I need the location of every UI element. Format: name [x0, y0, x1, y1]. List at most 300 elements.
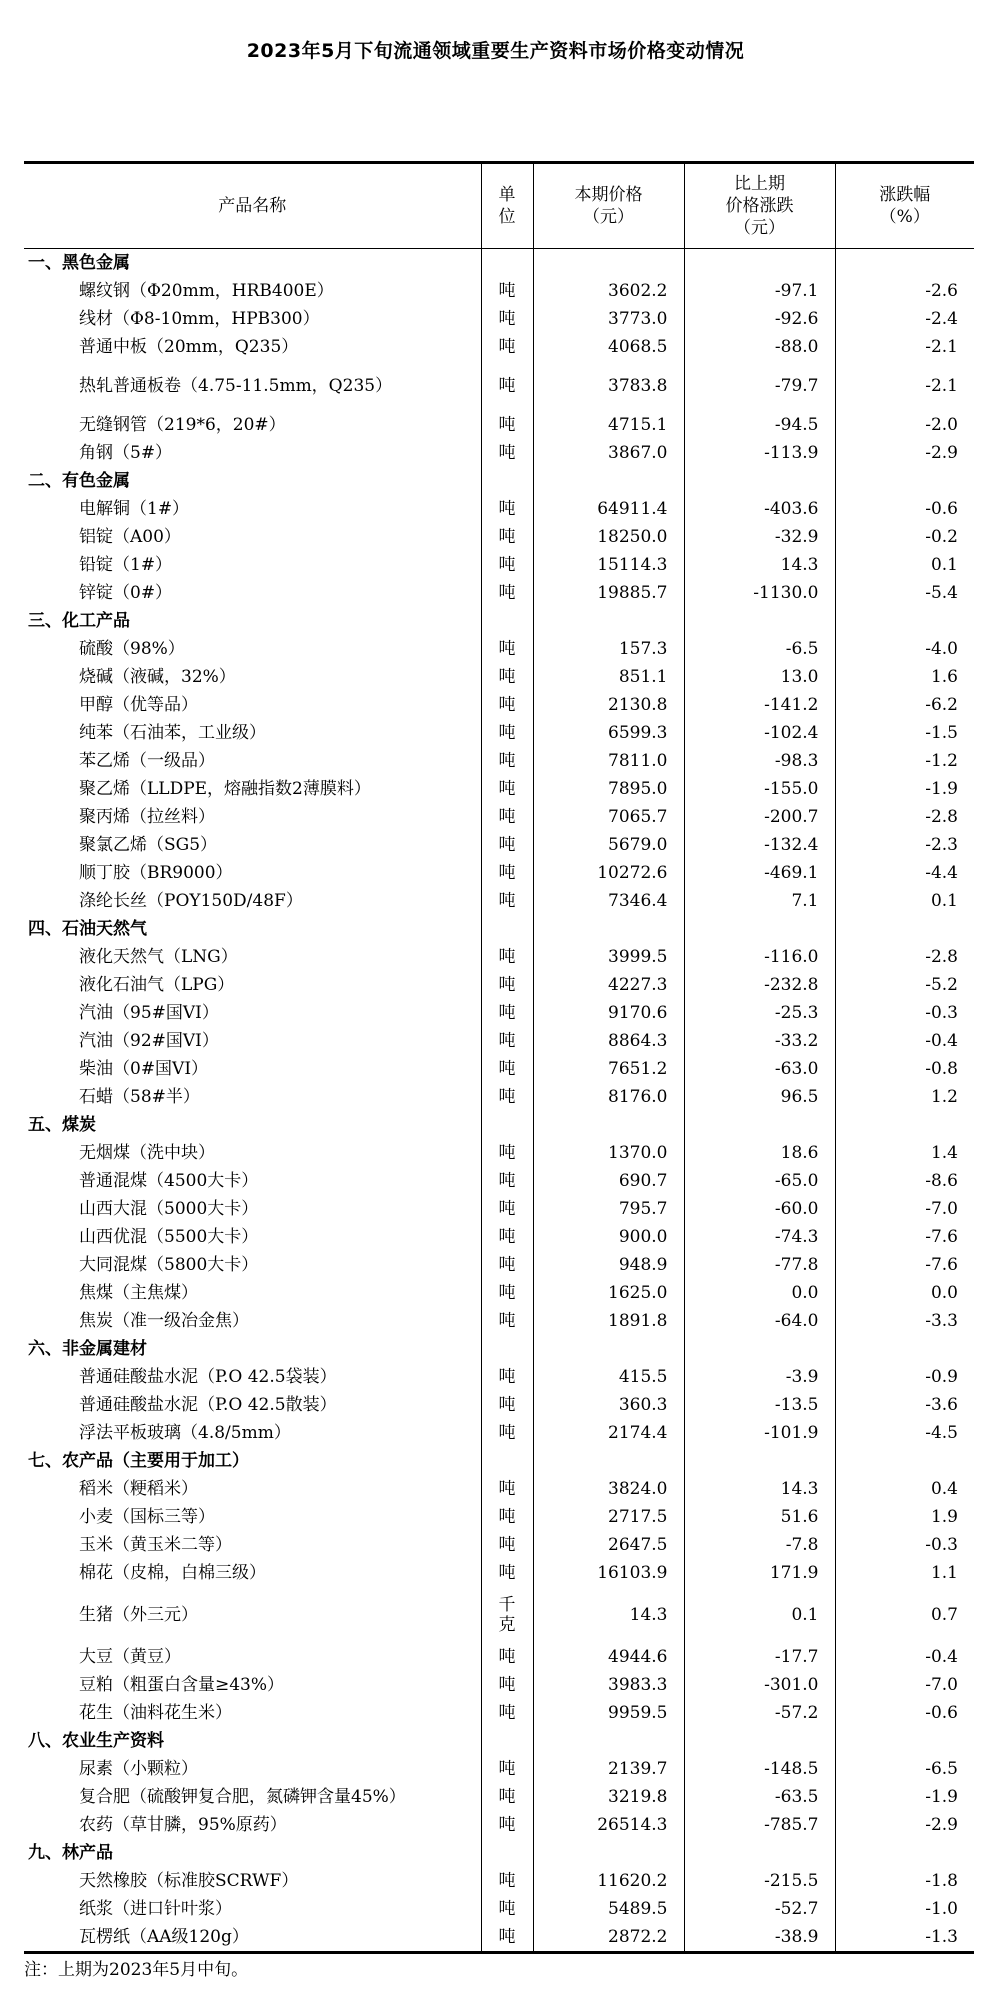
percent-cell: [835, 915, 974, 943]
table-row: [24, 1223, 974, 1251]
percent-cell: 0.1: [835, 887, 974, 915]
percent-cell: 0.1: [835, 551, 974, 579]
product-name: 聚丙烯（拉丝料）: [79, 807, 215, 827]
price-cell: 14.3: [533, 1587, 684, 1643]
table-row: [24, 1783, 974, 1811]
product-name: 普通硅酸盐水泥（P.O 42.5散装）: [79, 1395, 337, 1415]
price-cell: 16103.9: [533, 1559, 684, 1587]
unit-cell: 吨: [481, 1083, 533, 1111]
change-cell: -57.2: [684, 1699, 835, 1727]
percent-cell: -0.6: [835, 495, 974, 523]
change-cell: 18.6: [684, 1139, 835, 1167]
product-name: 山西大混（5000大卡）: [79, 1199, 259, 1219]
category-label: 七、农产品（主要用于加工）: [28, 1451, 249, 1471]
change-cell: -232.8: [684, 971, 835, 999]
percent-cell: -0.2: [835, 523, 974, 551]
unit-cell: 吨: [481, 1027, 533, 1055]
percent-cell: [835, 1111, 974, 1139]
category-label: 五、煤炭: [28, 1115, 96, 1135]
product-name: 普通硅酸盐水泥（P.O 42.5袋装）: [79, 1367, 337, 1387]
change-cell: [684, 607, 835, 635]
percent-cell: 1.4: [835, 1139, 974, 1167]
price-cell: 3783.8: [533, 361, 684, 411]
price-cell: 64911.4: [533, 495, 684, 523]
category-row: [24, 607, 974, 635]
price-cell: 9170.6: [533, 999, 684, 1027]
percent-cell: -7.0: [835, 1671, 974, 1699]
unit-cell: 吨: [481, 523, 533, 551]
table-row: [24, 1083, 974, 1111]
unit-cell: 吨: [481, 1923, 533, 1953]
unit-cell: 吨: [481, 1867, 533, 1895]
price-cell: 3983.3: [533, 1671, 684, 1699]
percent-cell: -1.8: [835, 1867, 974, 1895]
table-row: [24, 1643, 974, 1671]
change-cell: -17.7: [684, 1643, 835, 1671]
header-change-percent: 涨跌幅 （%）: [835, 163, 974, 249]
category-row: [24, 1839, 974, 1867]
product-name: 纯苯（石油苯，工业级）: [79, 723, 266, 743]
price-cell: 415.5: [533, 1363, 684, 1391]
table-row: [24, 1307, 974, 1335]
unit-cell: 吨: [481, 1307, 533, 1335]
product-name: 焦煤（主焦煤）: [79, 1283, 198, 1303]
table-row: [24, 1559, 974, 1587]
unit-cell: 吨: [481, 1643, 533, 1671]
change-cell: -155.0: [684, 775, 835, 803]
product-name: 大豆（黄豆）: [79, 1647, 181, 1667]
unit-cell: 吨: [481, 971, 533, 999]
product-name: 浮法平板玻璃（4.8/5mm）: [79, 1423, 291, 1443]
price-table: [24, 161, 974, 1954]
price-cell: 795.7: [533, 1195, 684, 1223]
product-name: 甲醇（优等品）: [79, 695, 198, 715]
unit-cell: 吨: [481, 691, 533, 719]
percent-cell: [835, 607, 974, 635]
percent-cell: -7.6: [835, 1223, 974, 1251]
change-cell: -60.0: [684, 1195, 835, 1223]
table-row: [24, 579, 974, 607]
table-row: [24, 1587, 974, 1643]
change-cell: [684, 1335, 835, 1363]
table-row: [24, 361, 974, 411]
table-row: [24, 887, 974, 915]
unit-cell: 吨: [481, 305, 533, 333]
price-cell: [533, 1839, 684, 1867]
price-cell: 690.7: [533, 1167, 684, 1195]
table-row: [24, 859, 974, 887]
percent-cell: -0.3: [835, 999, 974, 1027]
percent-cell: -0.9: [835, 1363, 974, 1391]
unit-cell: 吨: [481, 775, 533, 803]
percent-cell: -1.2: [835, 747, 974, 775]
change-cell: -113.9: [684, 439, 835, 467]
price-cell: 7811.0: [533, 747, 684, 775]
percent-cell: -2.8: [835, 943, 974, 971]
table-row: [24, 1251, 974, 1279]
percent-cell: [835, 249, 974, 278]
change-cell: -38.9: [684, 1923, 835, 1953]
table-row: [24, 1755, 974, 1783]
category-row: [24, 915, 974, 943]
change-cell: -148.5: [684, 1755, 835, 1783]
category-row: [24, 1335, 974, 1363]
product-name: 聚氯乙烯（SG5）: [79, 835, 218, 855]
price-cell: 3773.0: [533, 305, 684, 333]
percent-cell: -2.4: [835, 305, 974, 333]
change-cell: -101.9: [684, 1419, 835, 1447]
price-cell: 1891.8: [533, 1307, 684, 1335]
product-name: 天然橡胶（标准胶SCRWF）: [79, 1871, 299, 1891]
category-label: 二、有色金属: [28, 471, 130, 491]
change-cell: [684, 1447, 835, 1475]
percent-cell: -6.5: [835, 1755, 974, 1783]
percent-cell: 1.1: [835, 1559, 974, 1587]
change-cell: -13.5: [684, 1391, 835, 1419]
unit-cell: 吨: [481, 1755, 533, 1783]
price-cell: 1625.0: [533, 1279, 684, 1307]
price-cell: 8176.0: [533, 1083, 684, 1111]
table-row: [24, 1531, 974, 1559]
unit-cell: [481, 607, 533, 635]
change-cell: -92.6: [684, 305, 835, 333]
price-cell: 5679.0: [533, 831, 684, 859]
category-label: 一、黑色金属: [28, 253, 130, 273]
product-name: 烧碱（液碱，32%）: [79, 667, 236, 687]
table-row: [24, 495, 974, 523]
table-row: [24, 1363, 974, 1391]
price-cell: 3824.0: [533, 1475, 684, 1503]
price-cell: [533, 1111, 684, 1139]
price-cell: [533, 1727, 684, 1755]
price-cell: 3999.5: [533, 943, 684, 971]
unit-cell: 吨: [481, 579, 533, 607]
price-cell: 11620.2: [533, 1867, 684, 1895]
unit-cell: 吨: [481, 747, 533, 775]
change-cell: [684, 915, 835, 943]
unit-cell: 吨: [481, 859, 533, 887]
unit-cell: 吨: [481, 411, 533, 439]
change-cell: -88.0: [684, 333, 835, 361]
percent-cell: 1.6: [835, 663, 974, 691]
change-cell: 171.9: [684, 1559, 835, 1587]
page-title: 2023年5月下旬流通领域重要生产资料市场价格变动情况: [246, 40, 745, 62]
price-cell: 4715.1: [533, 411, 684, 439]
change-cell: 14.3: [684, 551, 835, 579]
change-cell: 51.6: [684, 1503, 835, 1531]
product-name: 铅锭（1#）: [79, 555, 173, 575]
percent-cell: -8.6: [835, 1167, 974, 1195]
change-cell: -63.5: [684, 1783, 835, 1811]
table-row: [24, 1419, 974, 1447]
product-name: 普通混煤（4500大卡）: [79, 1171, 259, 1191]
percent-cell: -0.3: [835, 1531, 974, 1559]
product-name: 小麦（国标三等）: [79, 1507, 215, 1527]
percent-cell: -6.2: [835, 691, 974, 719]
price-cell: [533, 1447, 684, 1475]
percent-cell: -2.6: [835, 277, 974, 305]
change-cell: -25.3: [684, 999, 835, 1027]
change-cell: -116.0: [684, 943, 835, 971]
percent-cell: -2.0: [835, 411, 974, 439]
price-cell: 2872.2: [533, 1923, 684, 1953]
percent-cell: -1.3: [835, 1923, 974, 1953]
product-name: 锌锭（0#）: [79, 583, 173, 603]
price-cell: 10272.6: [533, 859, 684, 887]
table-row: [24, 803, 974, 831]
table-row: [24, 1391, 974, 1419]
category-row: [24, 1447, 974, 1475]
table-row: [24, 1699, 974, 1727]
table-row: [24, 1923, 974, 1953]
change-cell: -77.8: [684, 1251, 835, 1279]
table-row: [24, 439, 974, 467]
percent-cell: -1.9: [835, 775, 974, 803]
price-cell: 3219.8: [533, 1783, 684, 1811]
product-name: 无缝钢管（219*6，20#）: [79, 415, 286, 435]
footnote: 注：上期为2023年5月中旬。: [24, 1960, 249, 1980]
change-cell: -64.0: [684, 1307, 835, 1335]
product-name: 柴油（0#国VI）: [79, 1059, 209, 1079]
category-label: 九、林产品: [28, 1843, 113, 1863]
unit-cell: 吨: [481, 361, 533, 411]
price-cell: 5489.5: [533, 1895, 684, 1923]
unit-cell: [481, 1447, 533, 1475]
percent-cell: -0.8: [835, 1055, 974, 1083]
unit-cell: [481, 1335, 533, 1363]
category-label: 八、农业生产资料: [28, 1731, 164, 1751]
table-row: [24, 719, 974, 747]
product-name: 石蜡（58#半）: [79, 1087, 200, 1107]
price-cell: 7346.4: [533, 887, 684, 915]
change-cell: -200.7: [684, 803, 835, 831]
price-cell: 8864.3: [533, 1027, 684, 1055]
product-name: 角钢（5#）: [79, 443, 173, 463]
change-cell: -6.5: [684, 635, 835, 663]
table-row: [24, 1503, 974, 1531]
percent-cell: -7.0: [835, 1195, 974, 1223]
product-name: 花生（油料花生米）: [79, 1703, 232, 1723]
price-cell: 3867.0: [533, 439, 684, 467]
product-name: 稻米（粳稻米）: [79, 1479, 198, 1499]
unit-cell: 吨: [481, 1559, 533, 1587]
table-row: [24, 1279, 974, 1307]
unit-cell: [481, 915, 533, 943]
price-cell: 2174.4: [533, 1419, 684, 1447]
percent-cell: 1.9: [835, 1503, 974, 1531]
category-label: 三、化工产品: [28, 611, 130, 631]
percent-cell: [835, 467, 974, 495]
percent-cell: 0.4: [835, 1475, 974, 1503]
price-cell: 4068.5: [533, 333, 684, 361]
price-cell: 3602.2: [533, 277, 684, 305]
price-cell: 7895.0: [533, 775, 684, 803]
price-cell: 360.3: [533, 1391, 684, 1419]
change-cell: -33.2: [684, 1027, 835, 1055]
unit-cell: 吨: [481, 1671, 533, 1699]
table-row: [24, 1811, 974, 1839]
product-name: 纸浆（进口针叶浆）: [79, 1899, 232, 1919]
category-row: [24, 467, 974, 495]
header-price-change: 比上期 价格涨跌 （元）: [684, 163, 835, 249]
change-cell: -102.4: [684, 719, 835, 747]
change-cell: [684, 249, 835, 278]
product-name: 苯乙烯（一级品）: [79, 751, 215, 771]
percent-cell: -4.0: [835, 635, 974, 663]
unit-cell: 吨: [481, 1167, 533, 1195]
percent-cell: -5.4: [835, 579, 974, 607]
product-name: 豆粕（粗蛋白含量≥43%）: [79, 1675, 285, 1695]
percent-cell: -7.6: [835, 1251, 974, 1279]
price-cell: [533, 249, 684, 278]
table-row: [24, 1027, 974, 1055]
change-cell: 0.0: [684, 1279, 835, 1307]
change-cell: -94.5: [684, 411, 835, 439]
change-cell: -141.2: [684, 691, 835, 719]
change-cell: -65.0: [684, 1167, 835, 1195]
table-body: [24, 249, 974, 1953]
percent-cell: -3.6: [835, 1391, 974, 1419]
price-cell: 15114.3: [533, 551, 684, 579]
table-row: [24, 305, 974, 333]
product-name: 热轧普通板卷（4.75-11.5mm，Q235）: [79, 376, 393, 396]
unit-cell: 吨: [481, 495, 533, 523]
change-cell: -74.3: [684, 1223, 835, 1251]
price-cell: 2717.5: [533, 1503, 684, 1531]
change-cell: -785.7: [684, 1811, 835, 1839]
table-row: [24, 1895, 974, 1923]
product-name: 铝锭（A00）: [79, 527, 181, 547]
percent-cell: -0.4: [835, 1643, 974, 1671]
unit-cell: 吨: [481, 999, 533, 1027]
product-name: 玉米（黄玉米二等）: [79, 1535, 232, 1555]
percent-cell: -1.0: [835, 1895, 974, 1923]
product-name: 汽油（92#国VI）: [79, 1031, 219, 1051]
unit-cell: 吨: [481, 1223, 533, 1251]
header-unit: 单位: [481, 163, 533, 249]
table-row: [24, 523, 974, 551]
table-row: [24, 831, 974, 859]
product-name: 电解铜（1#）: [79, 499, 190, 519]
percent-cell: -0.4: [835, 1027, 974, 1055]
percent-cell: -0.6: [835, 1699, 974, 1727]
percent-cell: 1.2: [835, 1083, 974, 1111]
product-name: 螺纹钢（Φ20mm，HRB400E）: [79, 281, 334, 301]
table-row: [24, 943, 974, 971]
product-name: 顺丁胶（BR9000）: [79, 863, 233, 883]
change-cell: 14.3: [684, 1475, 835, 1503]
percent-cell: -1.9: [835, 1783, 974, 1811]
unit-cell: 吨: [481, 943, 533, 971]
product-name: 普通中板（20mm，Q235）: [79, 337, 299, 357]
change-cell: 7.1: [684, 887, 835, 915]
table-row: [24, 1167, 974, 1195]
product-name: 尿素（小颗粒）: [79, 1759, 198, 1779]
unit-cell: 吨: [481, 1363, 533, 1391]
table-row: [24, 1671, 974, 1699]
table-row: [24, 411, 974, 439]
unit-cell: 吨: [481, 1503, 533, 1531]
change-cell: [684, 1727, 835, 1755]
unit-cell: 吨: [481, 439, 533, 467]
price-cell: 26514.3: [533, 1811, 684, 1839]
percent-cell: -1.5: [835, 719, 974, 747]
price-cell: 1370.0: [533, 1139, 684, 1167]
table-row: [24, 1055, 974, 1083]
product-name: 线材（Φ8-10mm，HPB300）: [79, 309, 320, 329]
unit-cell: [481, 249, 533, 278]
table-row: [24, 747, 974, 775]
percent-cell: -2.1: [835, 333, 974, 361]
header-name: 产品名称: [24, 163, 481, 249]
unit-cell: 吨: [481, 663, 533, 691]
table-row: [24, 775, 974, 803]
change-cell: -52.7: [684, 1895, 835, 1923]
product-name: 复合肥（硫酸钾复合肥，氮磷钾含量45%）: [79, 1787, 406, 1807]
price-cell: 851.1: [533, 663, 684, 691]
percent-cell: -2.9: [835, 1811, 974, 1839]
table-row: [24, 691, 974, 719]
category-row: [24, 1727, 974, 1755]
unit-cell: 吨: [481, 551, 533, 579]
unit-cell: 吨: [481, 1811, 533, 1839]
price-cell: 4944.6: [533, 1643, 684, 1671]
change-cell: -469.1: [684, 859, 835, 887]
price-cell: [533, 915, 684, 943]
price-cell: 18250.0: [533, 523, 684, 551]
unit-cell: 吨: [481, 277, 533, 305]
price-cell: 948.9: [533, 1251, 684, 1279]
table-row: [24, 1139, 974, 1167]
price-cell: 4227.3: [533, 971, 684, 999]
table-row: [24, 277, 974, 305]
product-name: 农药（草甘膦，95%原药）: [79, 1815, 287, 1835]
unit-cell: 千 克: [481, 1587, 533, 1643]
product-name: 生猪（外三元）: [79, 1605, 198, 1625]
table-row: [24, 663, 974, 691]
product-name: 聚乙烯（LLDPE，熔融指数2薄膜料）: [79, 779, 371, 799]
percent-cell: -2.1: [835, 361, 974, 411]
table-row: [24, 635, 974, 663]
change-cell: [684, 467, 835, 495]
product-name: 液化石油气（LPG）: [79, 975, 235, 995]
price-cell: 2647.5: [533, 1531, 684, 1559]
change-cell: -1130.0: [684, 579, 835, 607]
price-cell: 7065.7: [533, 803, 684, 831]
table-row: [24, 1867, 974, 1895]
unit-cell: 吨: [481, 1391, 533, 1419]
unit-cell: 吨: [481, 887, 533, 915]
change-cell: -63.0: [684, 1055, 835, 1083]
percent-cell: -4.4: [835, 859, 974, 887]
percent-cell: -2.3: [835, 831, 974, 859]
unit-cell: 吨: [481, 831, 533, 859]
unit-cell: 吨: [481, 635, 533, 663]
product-name: 大同混煤（5800大卡）: [79, 1255, 259, 1275]
change-cell: 0.1: [684, 1587, 835, 1643]
change-cell: -215.5: [684, 1867, 835, 1895]
change-cell: -98.3: [684, 747, 835, 775]
table-row: [24, 551, 974, 579]
price-cell: [533, 467, 684, 495]
header-current-price: 本期价格 （元）: [533, 163, 684, 249]
percent-cell: 0.0: [835, 1279, 974, 1307]
unit-cell: 吨: [481, 1699, 533, 1727]
unit-cell: 吨: [481, 1055, 533, 1083]
price-cell: 2130.8: [533, 691, 684, 719]
unit-cell: 吨: [481, 1419, 533, 1447]
price-cell: [533, 607, 684, 635]
